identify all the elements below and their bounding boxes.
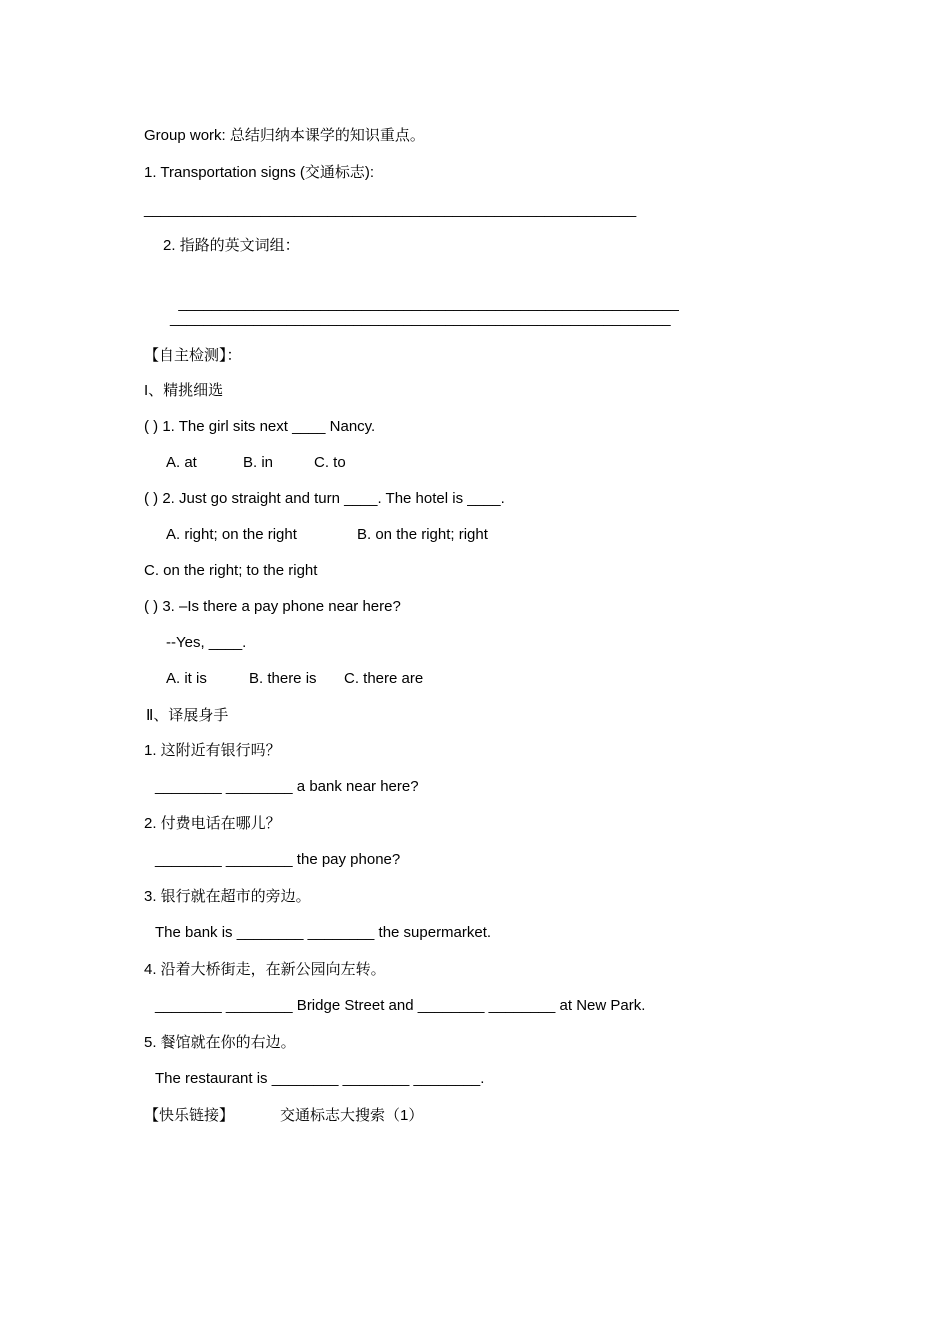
item2-blank-line-2: ____________________________________________________________	[170, 310, 671, 327]
item2-blank-b: ________________________________________	[345, 295, 679, 312]
t4-chinese: 4. 沿着大桥街走，在新公园向左转。	[144, 961, 386, 978]
q3-option-c: C. there are	[344, 670, 424, 687]
t1-chinese: 1. 这附近有银行吗？	[144, 742, 281, 759]
q3-option-b: B. there is	[249, 670, 317, 687]
item2-title: 2. 指路的英文词组：	[163, 237, 300, 254]
q2-option-b: B. on the right; right	[357, 526, 488, 543]
self-check-heading: 【自主检测】：	[144, 347, 242, 364]
q3-option-a: A. it is	[166, 670, 207, 687]
part2-heading: Ⅱ、译展身手	[146, 707, 229, 724]
t2-english: ________ ________ the pay phone?	[155, 851, 401, 868]
group-work-heading: Group work: 总结归纳本课学的知识重点。	[144, 127, 425, 144]
item1-title: 1. Transportation signs (交通标志):	[144, 164, 375, 181]
t5-chinese: 5. 餐馆就在你的右边。	[144, 1034, 296, 1051]
t5-english: The restaurant is ________ ________ ________.	[155, 1070, 485, 1087]
t1-english: ________ ________ a bank near here?	[155, 778, 419, 795]
q1-option-b: B. in	[243, 454, 274, 471]
t2-chinese: 2. 付费电话在哪儿？	[144, 815, 281, 832]
q1-option-a: A. at	[166, 454, 197, 471]
item2-blank-a: ____________________	[178, 295, 346, 312]
q1-stem: ( ) 1. The girl sits next ____ Nancy.	[144, 418, 376, 435]
t3-english: The bank is ________ ________ the supermarket.	[155, 924, 492, 941]
happy-link-label: 【快乐链接】	[144, 1107, 235, 1124]
t3-chinese: 3. 银行就在超市的旁边。	[144, 888, 311, 905]
item1-blank: ___________________________________________________________	[144, 201, 637, 218]
part1-heading: I、精挑细选	[144, 382, 224, 399]
q2-option-c: C. on the right; to the right	[144, 562, 318, 579]
q1-option-c: C. to	[314, 454, 346, 471]
q3-stem: ( ) 3. –Is there a pay phone near here?	[144, 598, 401, 615]
item2-blank-line-1	[170, 274, 679, 312]
q2-stem: ( ) 2. Just go straight and turn ____. The hotel is ____.	[144, 490, 505, 507]
q2-option-a: A. right; on the right	[166, 526, 297, 543]
t4-english: ________ ________ Bridge Street and ________ ________ at New Park.	[155, 997, 646, 1014]
q3-answer: --Yes, ____.	[166, 634, 247, 651]
happy-link-text: 交通标志大搜索（1）	[280, 1107, 424, 1124]
